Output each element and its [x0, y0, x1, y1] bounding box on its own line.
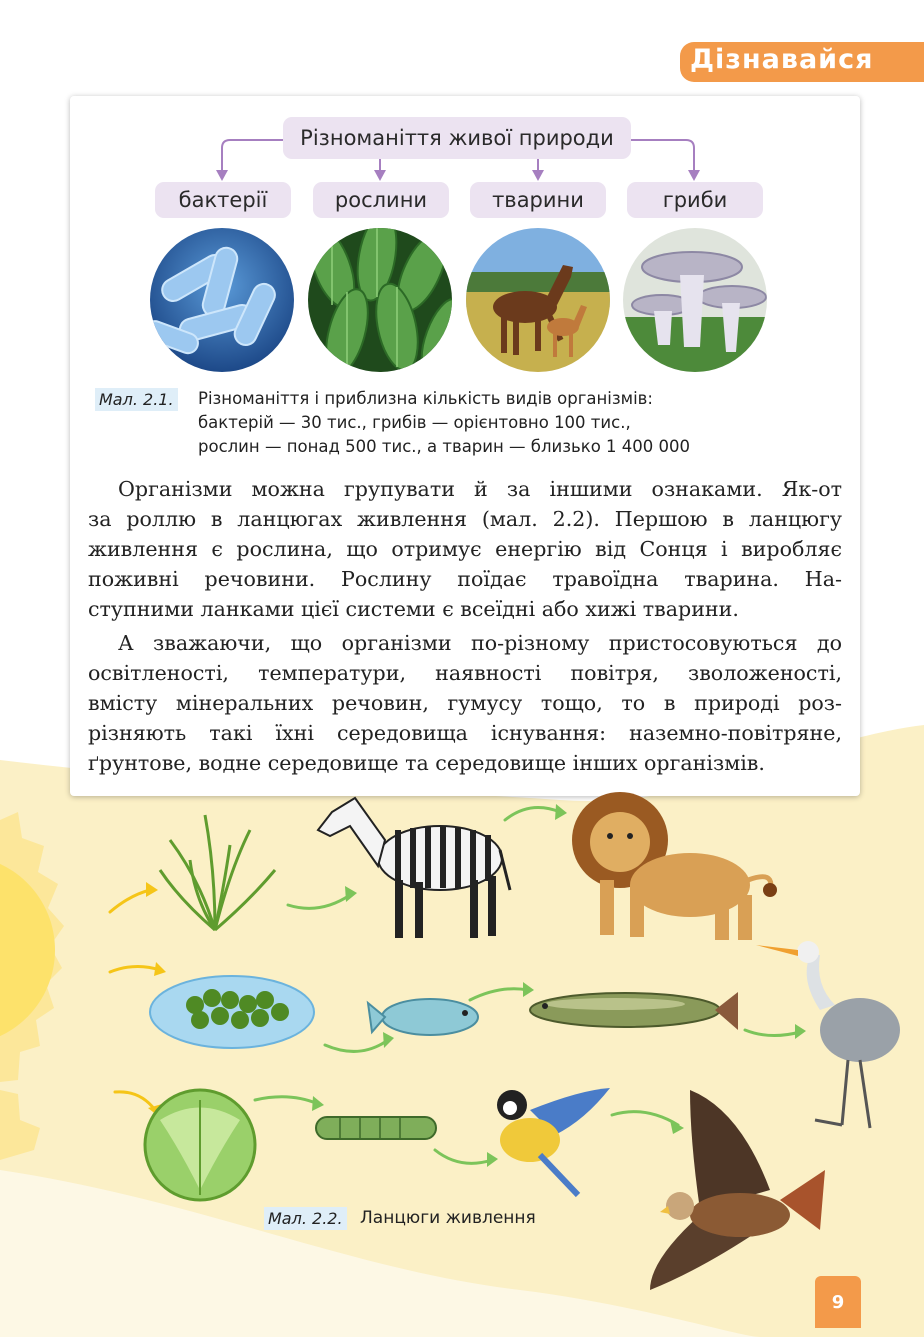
- figure1-caption-line: Різноманіття і приблизна кількість видів організмів:: [198, 389, 653, 408]
- section-tab-label: Дізнавайся: [690, 44, 874, 75]
- category-plants: рослини: [313, 182, 449, 218]
- text-line: Організми можна групувати й за іншими ознаками. Як-от: [118, 477, 842, 501]
- tit-bird-icon: [497, 1088, 610, 1195]
- figure1-caption-line: рослин — понад 500 тис., а тварин — близько 1 400 000: [198, 437, 691, 456]
- mushrooms-photo: [622, 227, 768, 373]
- text-line: вмісту мінеральних речовин, гумусу тощо, то в природі роз-: [88, 691, 842, 715]
- text-line: освітленості, температури, наявності повітря, зволоженості,: [88, 661, 842, 685]
- yellow-arrow: [110, 890, 150, 912]
- green-arrow: [505, 808, 560, 821]
- horses-photo: [465, 227, 611, 373]
- green-arrow: [612, 1112, 678, 1125]
- bacteria-photo: [149, 227, 295, 373]
- text-line: різняють такі їхні середовища існування: наземно-повітряне,: [88, 721, 842, 745]
- leaves-photo: [307, 227, 453, 373]
- paragraph-1: [88, 474, 842, 624]
- food-chains-illustration: [0, 780, 924, 1337]
- grass-icon: [160, 815, 275, 930]
- paragraph-2: [88, 628, 842, 778]
- text-line: поживні речовини. Рослину поїдає травоїдна тварина. На-: [88, 567, 842, 591]
- page-number: 9: [815, 1276, 861, 1328]
- figure1-caption-line: бактерій — 30 тис., грибів — орієнтовно 100 тис.,: [198, 413, 631, 432]
- yellow-arrow: [110, 966, 160, 972]
- text-line: А зважаючи, що організми по-різному пристосовуються до: [118, 631, 842, 655]
- green-arrow: [325, 1040, 388, 1051]
- text-line: ґрунтове, водне середовище та середовище інших організмів.: [88, 751, 765, 775]
- green-arrow: [745, 1030, 800, 1036]
- green-arrow: [470, 989, 528, 1000]
- text-line: ступними ланками цієї системи є всеїдні або хижі тварини.: [88, 597, 739, 621]
- text-line: за роллю в ланцюгах живлення (мал. 2.2). Першою в ланцюгу: [88, 507, 842, 531]
- caterpillar-icon: [316, 1117, 436, 1139]
- green-arrow: [255, 1097, 318, 1104]
- text-line: живлення є рослина, що отримує енергію від Сонця і виробляє: [88, 537, 842, 561]
- pond-algae-icon: [150, 976, 314, 1048]
- category-animals: тварини: [470, 182, 606, 218]
- fish-icon: [368, 999, 478, 1035]
- green-arrow: [435, 1150, 492, 1163]
- green-arrow: [288, 895, 350, 908]
- lion-icon: [572, 792, 777, 940]
- category-bacteria: бактерії: [155, 182, 291, 218]
- category-fungi: гриби: [627, 182, 763, 218]
- cabbage-icon: [145, 1090, 255, 1200]
- hawk-icon: [650, 1090, 825, 1290]
- figure2-label: Мал. 2.2.: [264, 1207, 347, 1230]
- diagram-root: Різноманіття живої природи: [283, 117, 631, 159]
- figure1-label: Мал. 2.1.: [95, 388, 178, 411]
- zebra-icon: [318, 798, 510, 938]
- yellow-arrow: [115, 1092, 155, 1110]
- figure2-caption: Ланцюги живлення: [360, 1208, 536, 1228]
- pike-icon: [530, 992, 738, 1030]
